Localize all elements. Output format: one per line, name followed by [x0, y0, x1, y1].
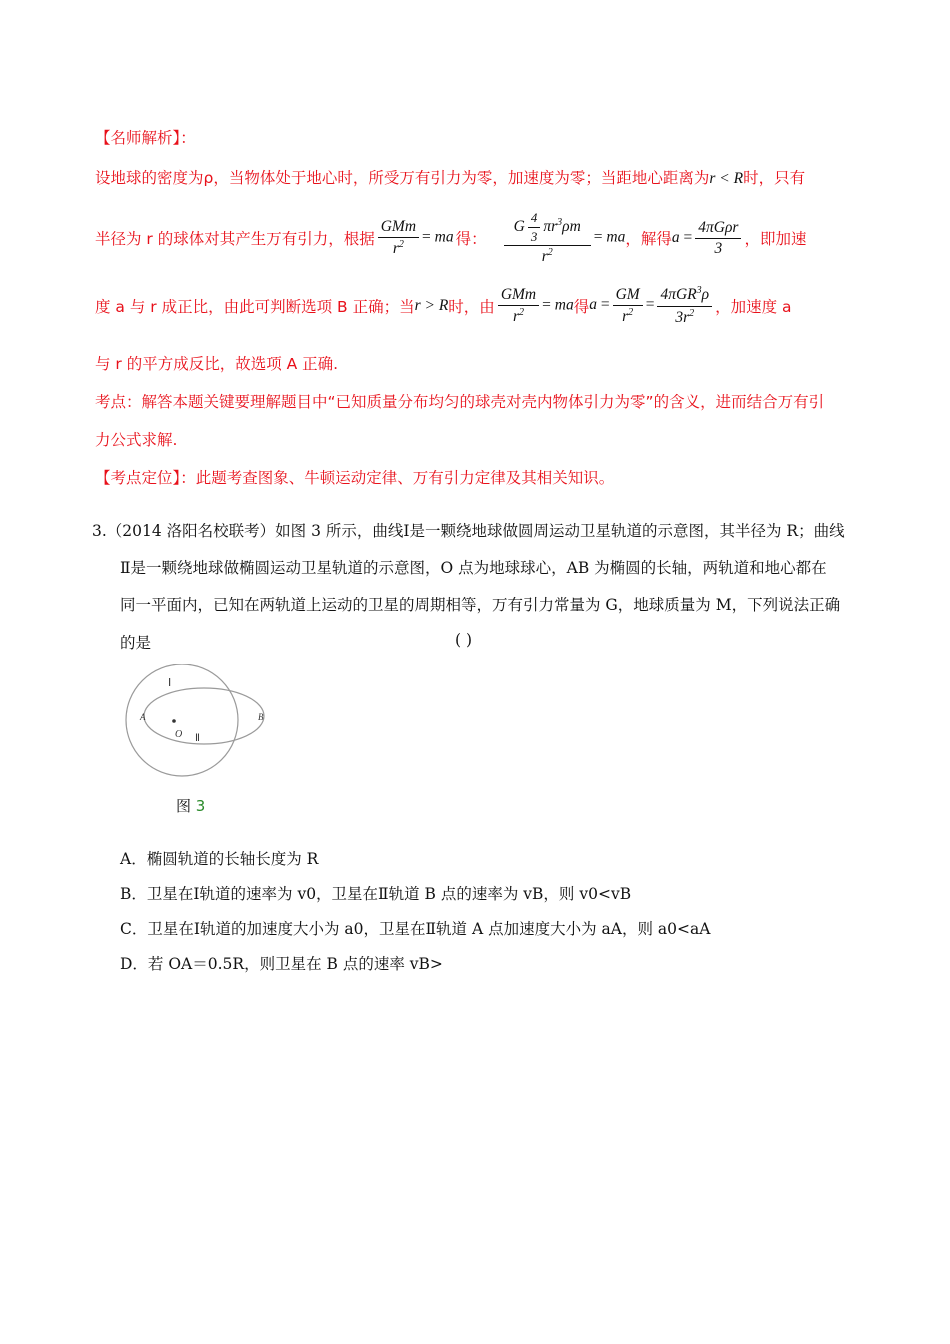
math-r-less-R: r < R [709, 170, 744, 187]
equation-result-a-outer: a = $\frac{GM}{r^2}$ = $\frac{4\pi GR^3\rho}{3r^2}$ [589, 285, 715, 326]
label-orbit-II: Ⅱ [195, 733, 200, 744]
label-orbit-I: Ⅰ [168, 677, 172, 689]
analysis-line-2-mid1: 得： [455, 230, 487, 248]
equation-gravity-ma-outer: $\frac{\text{GMm}}{r^2}$ = ma [495, 286, 574, 326]
option-D: D．若 OA＝0.5R，则卫星在 B 点的速率 vB> [120, 955, 443, 973]
elliptical-orbit-II [144, 688, 264, 744]
kaodian-dingwei: 【考点定位】：此题考查图象、牛顿运动定律、万有引力定律及其相关知识。 [95, 469, 615, 487]
analysis-line-3 [95, 276, 792, 336]
label-point-O: O [175, 729, 183, 740]
kaodian-line-2: 力公式求解. [95, 431, 178, 449]
figure-caption-number: 3 [195, 797, 206, 815]
option-B: B．卫星在Ⅰ轨道的速率为 v0，卫星在Ⅱ轨道 B 点的速率为 vB，则 v0<vB [120, 885, 632, 903]
answer-paren: ( ) [455, 631, 473, 649]
math-r-greater-R: r > R [414, 297, 449, 314]
earth-center-point [172, 719, 176, 723]
figure-caption [176, 795, 205, 816]
equation-gravity-ma: $\frac{\text{GMm}}{r^2}$ = ma [375, 218, 454, 258]
analysis-line-1-post: 时，只有 [743, 169, 806, 187]
label-point-B: B [258, 712, 264, 722]
question-line-2: Ⅱ是一颗绕地球做椭圆运动卫星轨道的示意图，O 点为地球球心，AB 为椭圆的长轴，两轨道和地心都在 [120, 559, 827, 577]
question-line-4: 的是 [120, 634, 152, 652]
equation-result-a: a = $\frac{\text{4πGρr}}{3}$ [672, 219, 745, 258]
question-line-3: 同一平面内，已知在两轨道上运动的卫星的周期相等，万有引力常量为 G，地球质量为 M，下列说法正确 [120, 596, 841, 614]
analysis-line-1-pre: 设地球的密度为ρ，当物体处于地心时，所受万有引力为零，加速度为零；当距地心距离为 [95, 169, 710, 187]
option-A: A．椭圆轨道的长轴长度为 R [120, 850, 319, 868]
label-point-A: A [140, 712, 146, 722]
orbit-figure [118, 664, 278, 784]
analysis-line-2-pre: 半径为 r 的球体对其产生万有引力，根据 [95, 230, 375, 248]
figure-caption-prefix: 图 [176, 797, 196, 815]
analysis-line-3-pre: 度 a 与 r 成正比，由此可判断选项 B 正确；当 [95, 298, 415, 316]
analysis-line-2-mid2: ，解得 [625, 230, 672, 248]
question-line-1: 3.（2014 洛阳名校联考）如图 3 所示，曲线Ⅰ是一颗绕地球做圆周运动卫星轨道的示意图，其半径为 R；曲线 [92, 522, 845, 540]
analysis-header: 【名师解析】： [95, 129, 196, 147]
kaodian-line-1: 考点：解答本题关键要理解题目中“已知质量分布均匀的球壳对壳内物体引力为零”的含义，进而结合万有引 [95, 393, 825, 411]
analysis-line-3-post: ，加速度 a [715, 298, 792, 316]
analysis-line-2 [95, 206, 806, 270]
analysis-line-3-mid2: 得 [573, 298, 590, 316]
equation-inner-sphere: G $\frac{4}{3}$ $\pi r^3\rho m$ $r^2$ = ma [501, 210, 626, 266]
option-C: C．卫星在Ⅰ轨道的加速度大小为 a0，卫星在Ⅱ轨道 A 点加速度大小为 aA，则 a0<aA [120, 920, 711, 938]
analysis-line-2-post: ，即加速 [744, 230, 807, 248]
analysis-line-4: 与 r 的平方成反比，故选项 A 正确. [95, 355, 339, 373]
analysis-line-1 [95, 166, 805, 188]
analysis-line-3-mid1: 时，由 [448, 298, 495, 316]
